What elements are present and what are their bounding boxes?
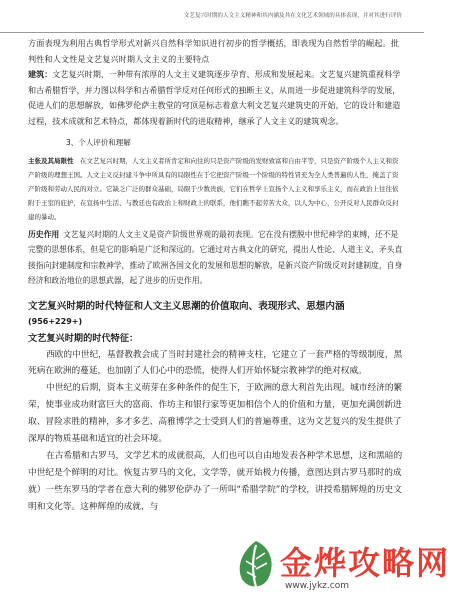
architecture-label: 建筑： bbox=[28, 69, 53, 80]
leaf-logo-icon bbox=[232, 537, 280, 593]
limitations-text: 在文艺复兴时期，人文主义者所肯定和向往的只是资产阶级的发财致富和自由平等，只是资产阶级个人主义和资产阶级的理想王国。人文主义反封建斗争中所具有的局限性在于它把资产阶级一个阶级的特性冒充为全人类普遍的人性，掩盖了资产阶级和劳动人民的对立。它缺乏广泛的群众基础，局限于少数贵族，它们在哲学上宣扬个人主义和享乐主义，而在政治上往往依附于王室的庇护，在宣扬中生活、与教廷也有政治上和财政上的联系，他们瞧不起劳苦大众，以人为中心，公开反对人民群众反封建的暴动。 bbox=[28, 156, 399, 222]
paragraph-intro: 方面表现为利用古典哲学形式对新兴自然科学知识进行初步的哲学概括，即表现为自然哲学的崛起。批判性和人文性是文艺复兴时期人文主义的主要特点 bbox=[28, 38, 399, 64]
paragraph-body-3: 在古希腊和古罗马，文学艺术的成就很高，人们也可以自由地发表各种学术思想，这和黑暗的中世纪是个鲜明的对比。恢复古罗马的文化，文学等，就开始极力传播，意图达到古罗马那时的成就）一些东罗马的学者在意大利的佛罗伦萨办了一所叫“希腊学院”的学校，讲授希腊辉煌的历史文明和文化等。这种辉煌的成就，与 bbox=[28, 451, 403, 512]
paragraph-body-2: 中世纪的后期，资本主义萌芽在多种条件的促生下，于欧洲的意大利首先出现。城市经济的繁荣，使事业成功财富巨大的富商、作坊主和银行家等更加相信个人的价值和力量，更加充满创新进取、冒险求胜的精神，多才多艺、高雅博学之士受到人们的普遍尊重，这为文艺复兴的发生提供了深厚的物质基础和适宜的社会环境。 bbox=[28, 383, 403, 445]
section-heading-3: 3、个人评价和理解 bbox=[66, 137, 131, 147]
architecture-text: 文艺复兴时期，一种带有浓厚的人文主义建筑逐步孕育、形成和发展起来。文艺复兴建筑重视科学和古希腊哲学，并力图以科学和古希腊哲学反对任何形式的独断主义，从而进一步促进建筑科学的发展，促进人们的思想解放，如佛罗伦萨主教堂的穹顶是标志着意大利文艺复兴建筑史的开始，它的设计和建造过程，技术成就和艺术特点，都体现着新时代的进取精神，继承了人文主义的建筑观念。 bbox=[28, 69, 401, 126]
limitations-label: 主张及其局限性 bbox=[28, 156, 74, 165]
paragraph-architecture bbox=[28, 67, 404, 129]
site-watermark bbox=[228, 533, 450, 600]
document-body bbox=[28, 36, 404, 516]
paragraph-body-1: 西欧的中世纪，基督教教会成了当时封建社会的精神支柱，它建立了一套严格的等级制度，黑死病在欧洲的蔓延，也加剧了人们心中的恐慌，使得人们开始怀疑宗教神学的绝对权威。 bbox=[28, 349, 403, 377]
paragraph-historical-role bbox=[28, 227, 404, 289]
chapter-word-count: (956+229+) bbox=[28, 316, 83, 326]
watermark-brand: 金烨攻略网 bbox=[280, 544, 450, 582]
chapter-title: 文艺复兴时期的时代特征和人文主义思潮的价值取向、表现形式、思想内涵 bbox=[28, 300, 345, 312]
historical-role-label: 历史作用 bbox=[28, 229, 60, 239]
running-title: 文艺复兴时期的人文主义精神和其内涵及其在文化艺术领域的具体表现，并对其进行评价 bbox=[183, 13, 402, 19]
subsection-title: 文艺复兴时期的时代特征： bbox=[28, 332, 139, 344]
watermark-url: www.jykz.com bbox=[285, 581, 349, 591]
paragraph-limitations bbox=[28, 154, 404, 225]
historical-role-text: 文艺复兴时期的人文主义是资产阶级世界观的最初表现。它在没有摆脱中世纪神学的束缚，还不是完整的思想体系，但是它的影响是广泛和深远的。它通过对古典文化的研究，提出人性论、人道主义、矛头直接指向封建制度和宗教神学，推动了欧洲各国文化的发展和思想的解放，是新兴资产阶级反对封建制度，自身经济和政治地位的思想武器，起了进步的历史作用。 bbox=[28, 229, 403, 286]
page-header bbox=[0, 0, 424, 33]
